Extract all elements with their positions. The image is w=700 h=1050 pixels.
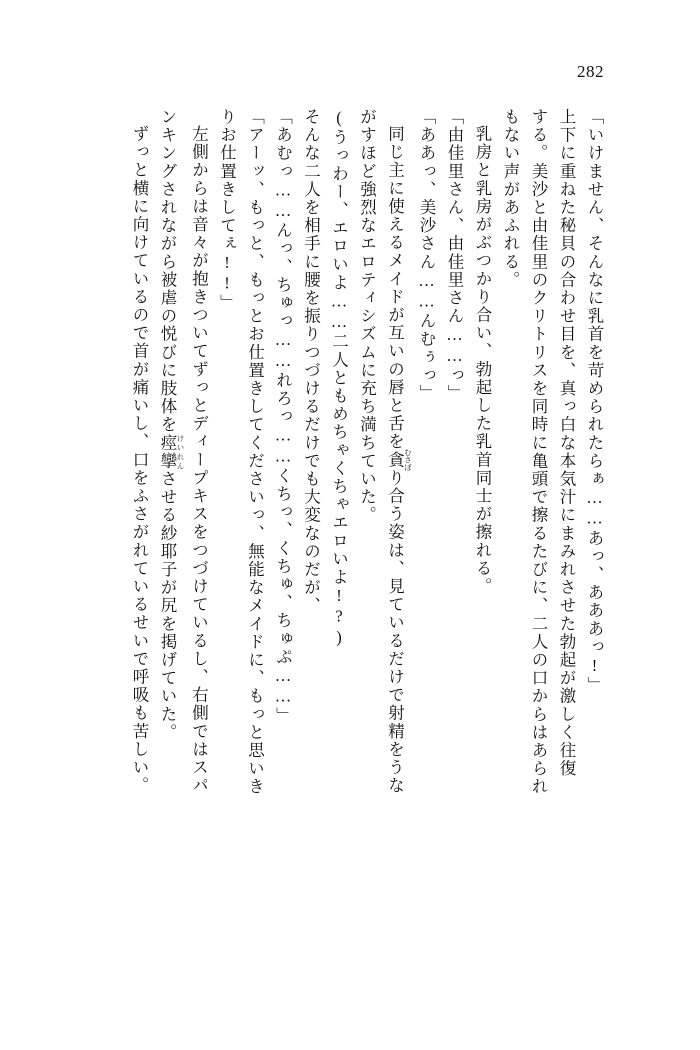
text-line: (うっわー、エロいよ……二人ともめちゃくちゃエロいよ!?) [329, 108, 349, 648]
text-line: もない声があふれる。 [501, 108, 520, 289]
text-line: 乳房と乳房がぶつかり合い、勃起した乳首同士が擦れる。 [473, 125, 492, 596]
text-line: 「ああっ、美沙さん……んむぅっ」 [417, 108, 436, 403]
text-line: 「アーッ、もっと、もっとお仕置きしてくださいっ、無能なメイドに、もっと思いき [245, 108, 265, 796]
text-line: 「由佳里さん、由佳里さん……っ」 [445, 108, 464, 403]
text-line: 左側からは音々が抱きついてずっとディープキスをつづけているし、右側ではスパ [189, 125, 209, 795]
text-line: 「いけません、そんなに乳首を苛められたらぁ……あっ、あああっ!」 [585, 108, 604, 695]
text-line: ずっと横に向けているので首が痛いし、口をふさがれているせいで呼吸も苦しい。 [130, 125, 149, 795]
text-line: する。美沙と由佳里のクリトリスを同時に亀頭で擦るたびに、二人の口からはあられ [529, 108, 548, 796]
text-line: 「あむっ……んっ、ちゅっ……れろっ……くちっ、くちゅ、ちゅぷ……」 [273, 108, 293, 726]
vertical-text-body [60, 108, 608, 958]
text-line: がすほど強烈なエロティシズムに充ち満ちていた。 [357, 108, 377, 525]
text-line: そんな二人を相手に腰を振りつづけるだけでも大変なのだが、 [301, 108, 321, 615]
text-line: りお仕置きしてぇ!!」 [217, 108, 237, 313]
page-number: 282 [577, 62, 604, 81]
text-line: ンキングされながら被虐の悦びに肢体を痙攣 けいれんさせる紗耶子が尻を掲げていた。 [158, 108, 185, 742]
text-line: 上下に重ねた秘貝の合わせ目を、真っ白な本気汁にまみれさせた勃起が激しく往復 [557, 108, 576, 778]
text-line: 同じ主に使えるメイドが互いの唇と舌を貪 むさぼり合う姿は、見ているだけで射精をうな [385, 125, 413, 795]
